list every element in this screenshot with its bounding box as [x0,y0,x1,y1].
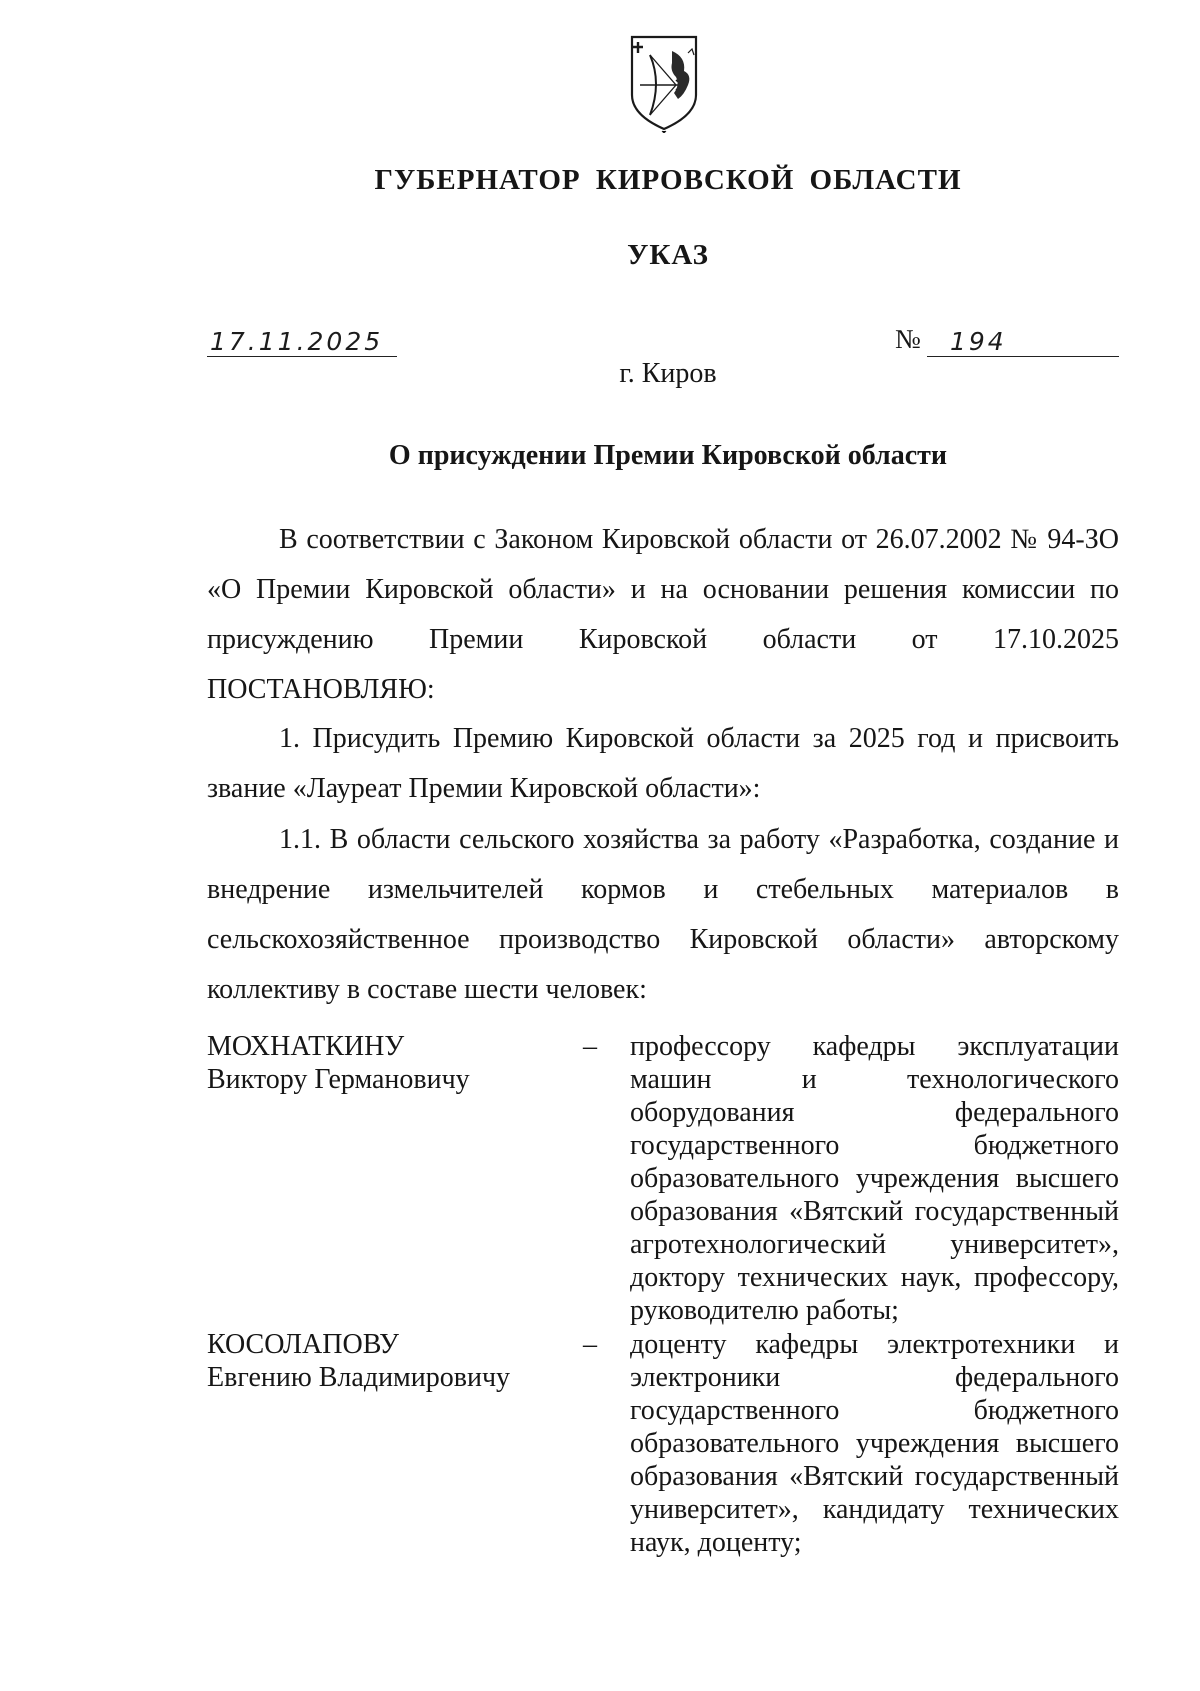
awardee-name [207,1030,567,1096]
document-type-heading: УКАЗ [627,239,709,271]
awardee-description: профессору кафедры эксплуатации машин и технологического оборудования федерального государственного бюджетного образовательного учреждения высшего образования «Вятский государственный агротехнологический университет», доктору технических наук, профессору, руководителю работы; [630,1031,1119,1326]
decree-word: ПОСТАНОВЛЯЮ: [207,674,435,705]
awardee-surname: МОХНАТКИНУ [207,1031,405,1062]
decree-subject: О присуждении Премии Кировской области [388,440,948,471]
city: г. Киров [619,358,717,389]
awardee-name [207,1328,567,1394]
authority-heading: ГУБЕРНАТОР КИРОВСКОЙ ОБЛАСТИ [374,164,962,196]
separator-dash: – [583,1329,597,1360]
item-1-1-paragraph: 1.1. В области сельского хозяйства за работу «Разработка, создание и внедрение измельчителей кормов и стебельных материалов в сельскохозяйственное производство Кировской области» авторскому коллективу в составе шести человек: [207,824,1119,1005]
number-underline [927,356,1119,357]
number-sign: № [895,324,921,354]
decree-date: 17.11.2025 [210,327,384,356]
decree-number: 194 [950,327,1007,356]
preamble-paragraph: В соответствии с Законом Кировской области от 26.07.2002 № 94-ЗО «О Премии Кировской области» и на основании решения комиссии по присуждению Премии Кировской области от 17.10.2025 [207,524,1119,655]
awardee-given-names: Виктору Германовичу [207,1064,470,1095]
coat-of-arms-icon [626,33,702,133]
item-1-paragraph: 1. Присудить Премию Кировской области за 2025 год и присвоить звание «Лауреат Премии Кировской области»: [207,723,1119,804]
awardee-given-names: Евгению Владимировичу [207,1362,511,1393]
awardee-surname: КОСОЛАПОВУ [207,1329,399,1360]
date-underline [207,356,397,357]
separator-dash: – [583,1031,597,1062]
awardee-description: доценту кафедры электротехники и электроники федерального государственного бюджетного образовательного учреждения высшего образования «Вятский государственный университет», кандидату технических наук, доценту; [630,1329,1119,1558]
